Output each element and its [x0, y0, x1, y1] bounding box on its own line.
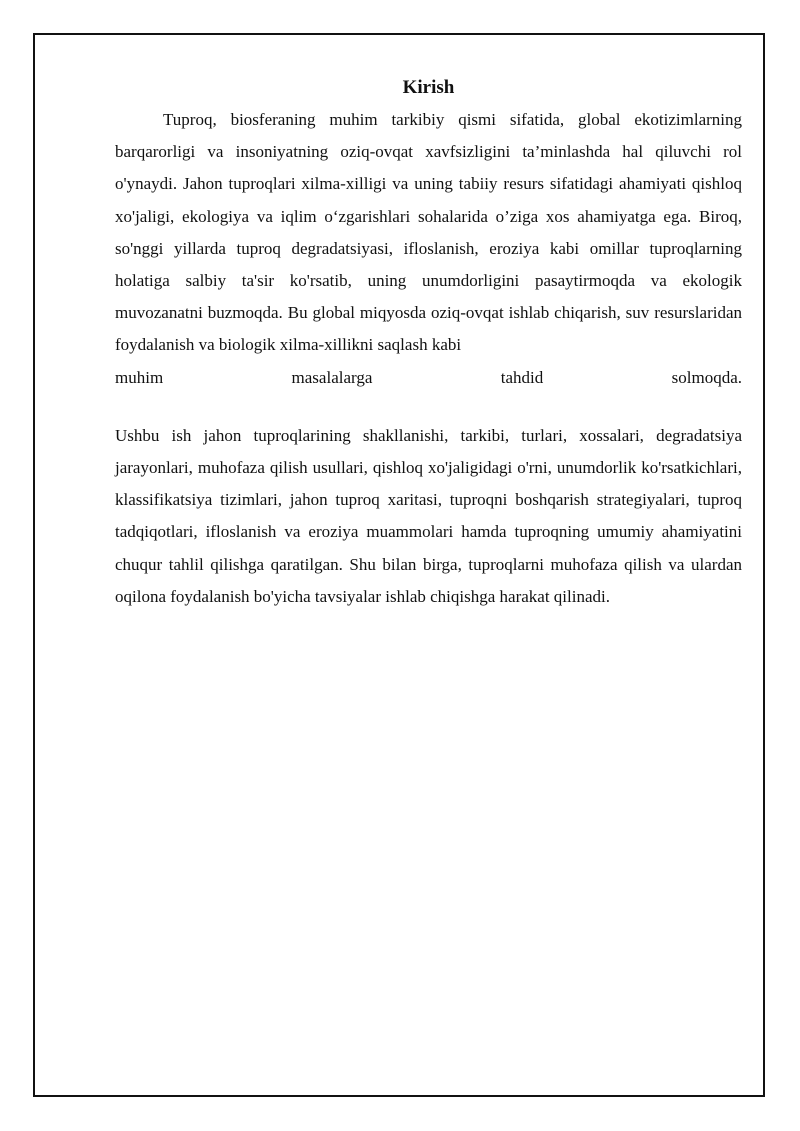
paragraph-intro: Tuproq, biosferaning muhim tarkibiy qismi sifatida, global ekotizimlarning barqarorligi va insoniyatning oziq-ovqat xavfsizligini ta’minlashda hal qiluvchi rol o'ynaydi. Jahon tuproqlari xilma-xilligi va uning tabiiy resurs sifatidagi ahamiyati qishloq xo'jaligi, ekologiya va iqlim o‘zgarishlari sohalarida o’ziga xos ahamiyatga ega. Biroq, so'nggi yillarda tuproq degradatsiyasi, ifloslanish, eroziya kabi omillar tuproqlarning holatiga salbiy ta'sir ko'rsatib, uning unumdorligini pasaytirmoqda va ekologik muvozanatni buzmoqda. Bu global miqyosda oziq-ovqat ishlab chiqarish, suv resurslaridan foydalanish va biologik xilma-xillikni saqlash kabi [115, 110, 742, 355]
document-title: Kirish [402, 77, 455, 98]
paragraph-spacer [115, 394, 742, 420]
paragraph-scope: Ushbu ish jahon tuproqlarining shakllanishi, tarkibi, turlari, xossalari, degradatsiya jarayonlari, muhofaza qilish usullari, qishloq xo'jaligidagi o'rni, unumdorlik ko'rsatkichlari, klassifikatsiya tizimlari, jahon tuproq xaritasi, tuproqni boshqarish strategiyalari, tuproq tadqiqotlari, ifloslanish va eroziya muammolari hamda tuproqning umumiy ahamiyatini chuqur tahlil qilishga qaratilgan. Shu bilan birga, tuproqlarni muhofaza qilish va ulardan oqilona foydalanish bo'yicha tavsiyalar ishlab chiqishga harakat qilinadi. [115, 425, 742, 606]
paragraph-intro-last-line: muhim masalalarga tahdid solmoqda. [115, 367, 742, 387]
document-body [115, 72, 742, 613]
